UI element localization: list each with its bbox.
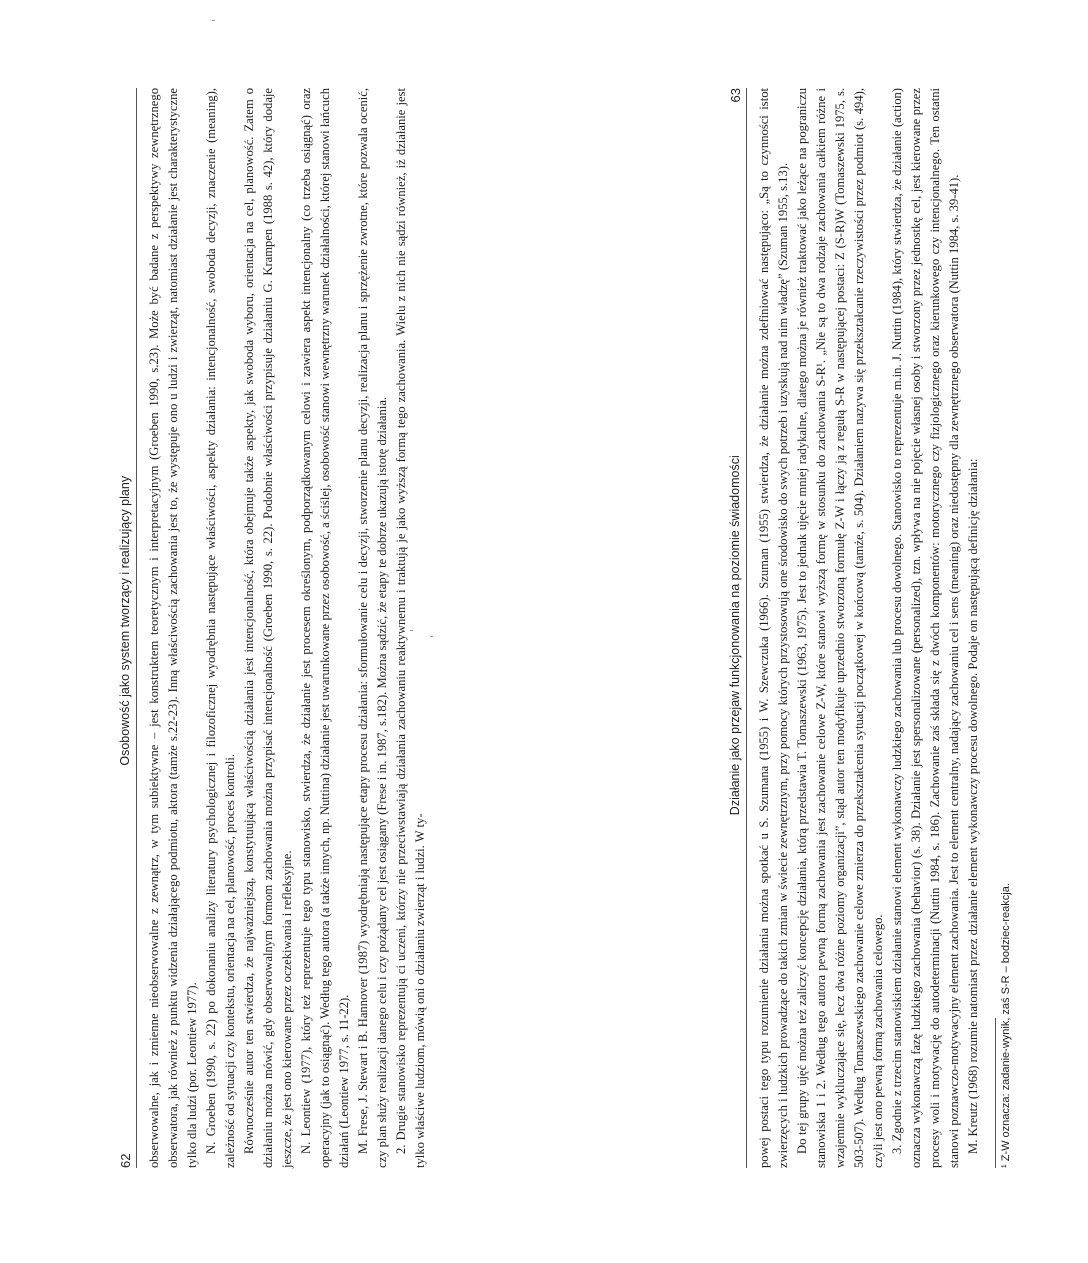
paragraph: Równocześnie autor ten stwierdza, że najważniejszą, konstytuującą właściwością działania jest intencjonalność, która obejmuje także aspekty, jak swoboda wyboru, orientacja na cel, planowość. Zatem o działaniu można mówić, gdy obserwowalnym formom zachowania można przypisać intencjonalność (Groeben 1990, s. 22). Podobnie właściwości przypisuje działaniu G. Krampen (1988 s. 42), który dodaje jeszcze, że jest ono kierowane przez oczekiwania i refleksyjne. <box>242 88 294 1168</box>
page-number-63: 63 <box>728 88 743 103</box>
scan-speck <box>212 20 215 21</box>
paragraph: Do tej grupy ujęć można też zaliczyć koncepcję działania, którą przedstawia T. Tomaszewski (1963, 1975). Jest to jednak ujęcie mniej radykalne, dlatego można je również traktować jako leżące na pograniczu stanowiska 1 i 2. Według tego autora pewną formą zachowania jest zachowanie celowe Z-W, które stanowi wyższą formę w stosunku do zachowania S-R¹. „Nie są to dwa rodzaje zachowania całkiem różne i wzajemnie wykluczające się, lecz dwa różne poziomy organizacji”, stąd autor ten modyfikuje uprzednio stworzoną formułę Z-W i łączy ją z regułą S-R w następującej postaci: Z (S-R)W (Tomaszewski 1975, s. 503-507). Według Tomaszewskiego zachowanie celowe zmierza do przekształcenia sytuacji początkowej w końcową (tamże, s. 504). Działaniem nazywa się przekształcanie rzeczywistości przez podmiot (s. 494), czyli jest ono pewną formą zachowania celowego. <box>795 88 885 1168</box>
running-head-62 <box>118 88 137 1168</box>
page-62-body <box>145 88 430 1168</box>
paragraph: M. Frese, J. Stewart i B. Hannover (1987) wyodrębniają następujące etapy procesu działania: sformułowanie celu i decyzji, stworzenie planu decyzji, realizacja planu i sprzężenie zwrotne, które pozwala ocenić, czy plan służy realizacji danego celu i czy pożądany cel jest osiągany (Frese i in. 1987, s.182). Można sądzić, że etapy te dobrze ukazują istotę działania. <box>356 88 389 1168</box>
page-62 <box>118 88 478 1168</box>
paragraph: obserwowalne, jak i zmienne nieobserwowalne z zewnątrz, w tym subiektywne – jest konstruktem teoretycznym i interpretacyjnym (Groeben 1990, s.23). Może być badane z perspektywy zewnętrznego obserwatora, jak również z punktu widzenia działającego podmiotu, aktora (tamże s.22-23). Inną właściwością zachowania jest to, że występuje ono u ludzi i zwierząt, natomiast działanie jest charakterystyczne tylko dla ludzi (por. Leontiew 1977). <box>147 88 199 1168</box>
running-head-title-62: Osobowość jako system tworzący i realizujący plany <box>118 475 132 766</box>
running-head-title-63: Działanie jako przejaw funkcjonowania na poziomie świadomości <box>728 455 742 816</box>
paragraph: N. Groeben (1990, s. 22) po dokonaniu analizy literatury psychologicznej i filozoficznej wyodrębnia następujące właściwości, aspekty działania: intencjonalność, swoboda decyzji, znaczenie (meaning), zależność od sytuacji czy kontekstu, orientacja na cel, planowość, proces kontroli. <box>204 88 237 1168</box>
footnote: ¹ Z-W oznacza: zadanie-wynik, zaś S-R – bodziec-reakcja. <box>1000 883 1012 1168</box>
scan-speck <box>430 636 433 637</box>
paragraph: powej postaci tego typu rozumienie działania można spotkać u S. Szumana (1955) i W. Szewczuka (1966). Szuman (1955) stwierdza, że działanie można zdefiniować następująco: „Są to czynności istot zwierzęcych i ludzkich prowadzące do takich zmian w świecie zewnętrznym, przy pomocy których przystosowują one środowisko do swych potrzeb i uzyskują nad nim władzę” (Szuman 1955, s.13). <box>757 88 790 1168</box>
scan-speck <box>410 630 413 631</box>
page-63 <box>728 88 1088 1168</box>
paragraph: M. Kreutz (1968) rozumie natomiast przez działanie element wykonawczy procesu dowolnego. Podaje on następującą definicję działania: <box>966 458 980 1154</box>
paragraph: 2. Drugie stanowisko reprezentują ci uczeni, którzy nie przeciwstawiają działania zachowaniu reaktywnemu i traktują je jako wyższą formą tego zachowania. Wielu z nich nie sądzi również, iż działanie jest tylko właściwe ludziom, mówią oni o działaniu zwierząt i ludzi. W ty- <box>394 88 427 1168</box>
page-number-62: 62 <box>118 1153 133 1168</box>
running-head-63 <box>728 88 747 1168</box>
paragraph: N. Leontiew (1977), który też reprezentuje tego typu stanowisko, stwierdza, że działanie jest procesem określonym, podporządkowanym celowi i zawiera aspekt intencjonalny (co trzeba osiągnąć) oraz operacyjny (jak to osiągnąć). Według tego autora (a także innych, np. Nuttina) działanie jest uwarunkowane przez osobowość, a ściślej, osobowość stanowi wewnętrzny warunek działalności, której stanowi łańcuch działań (Leontiew 1977, s. 11-22). <box>299 88 351 1168</box>
page-63-body <box>755 88 983 1168</box>
paragraph: 3. Zgodnie z trzecim stanowiskiem działanie stanowi element wykonawczy ludzkiego zachowania lub procesu dowolnego. Stanowisko to reprezentuje m.in. J. Nuttin (1984), który stwierdza, że działanie (action) oznacza wykonawczą fazę ludzkiego zachowania (behavior) (s. 38). Działanie jest spersonalizowane (personalized), tzn. wpływa na nie pojęcie własnej osoby i stworzony przez jednostkę cel, jest kierowane przez procesy woli i motywację do autodeterminacji (Nuttin 1984, s. 186). Zachowanie zaś składa się z dwóch komponentów: motorycznego czy fizjologicznego oraz kierunkowego czy intencjonalnego. Ten ostatni stanowi poznawczo-motywacyjny element zachowania. Jest to element centralny, nadający zachowaniu cel i sens (meaning) oraz niedostępny dla zewnętrznego obserwatora (Nuttin 1984, s. 39-41). <box>890 88 961 1168</box>
